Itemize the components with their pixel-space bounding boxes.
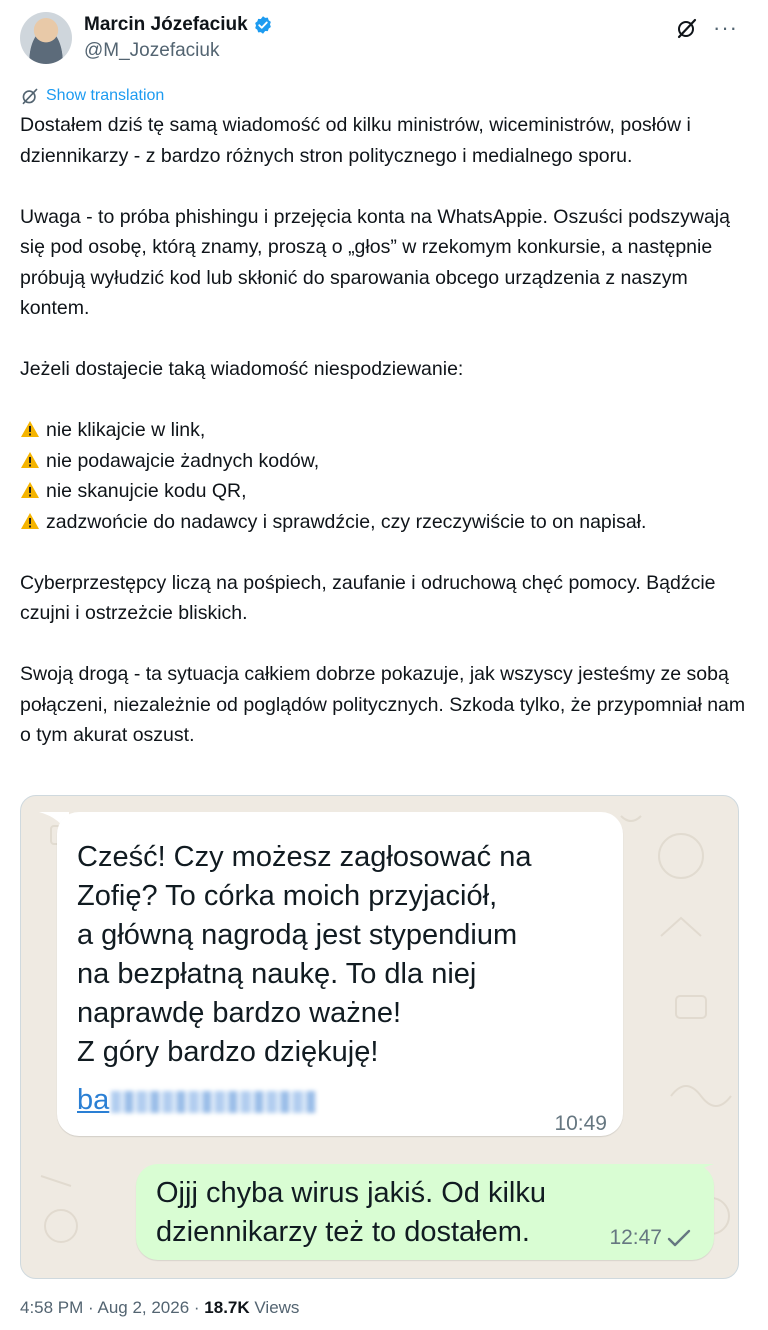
tweet-bullet: zadzwońcie do nadawcy i sprawdźcie, czy rzeczywiście to on napisał. (20, 507, 750, 538)
outgoing-message-text: Ojjj chyba wirus jakiś. Od kilku dziennikarzy też to dostałem. (156, 1177, 546, 1248)
outgoing-message-time: 12:47 (609, 1226, 662, 1249)
author-name-text: Marcin Józefaciuk (84, 14, 248, 35)
views-label: Views (249, 1298, 300, 1317)
avatar[interactable] (20, 12, 72, 64)
show-translation-link[interactable] (20, 87, 164, 105)
tweet-paragraph: Uwaga - to próba phishingu i przejęcia konta na WhatsAppie. Oszuści podszywają się pod osobę, którą znamy, proszą o „głos” w rzekomym konkursie, a następnie próbują wyłudzić kod lub skłonić do sparowania obcego urządzenia z naszym kontem. (20, 205, 730, 319)
warning-icon (20, 420, 40, 438)
warning-icon (20, 451, 40, 469)
tweet-paragraph: Swoją drogą - ta sytuacja całkiem dobrze pokazuje, jak wszyscy jesteśmy ze sobą połączeni, niezależnie od poglądów politycznych. Szkoda tylko, że przypomniał nam o tym akurat oszust. (20, 663, 746, 746)
translate-icon (20, 87, 40, 105)
warning-icon (20, 481, 40, 499)
blurred-link-text (111, 1091, 316, 1113)
incoming-message-time: 10:49 (554, 1112, 607, 1135)
tweet-datetime[interactable]: 4:58 PM · Aug 2, 2026 · (20, 1298, 205, 1317)
tweet-text (20, 110, 750, 751)
incoming-message-text: Cześć! Czy możesz zagłosować na Zofię? To córka moich przyjaciół, a główną nagrodą jest stypendium na bezpłatną naukę. To dla niej naprawdę bardzo ważne! Z góry bardzo dziękuję! (77, 841, 532, 1068)
incoming-message-bubble (57, 812, 623, 1136)
author-handle[interactable]: @M_Jozefaciuk (84, 40, 220, 61)
message-link[interactable] (77, 1084, 316, 1117)
tweet-bullet: nie skanujcie kodu QR, (20, 476, 750, 507)
tweet-paragraph: Cyberprzestępcy liczą na pośpiech, zaufanie i odruchową chęć pomocy. Bądźcie czujni i ostrzeżcie bliskich. (20, 571, 716, 624)
verified-badge-icon (253, 15, 273, 35)
message-link-prefix: ba (77, 1084, 110, 1116)
tweet-bullet: nie podawajcie żadnych kodów, (20, 446, 750, 477)
more-options-icon[interactable]: ··· (713, 15, 738, 40)
tweet-bullet: nie klikajcie w link, (20, 415, 750, 446)
tweet-paragraph: Jeżeli dostajecie taką wiadomość niespodziewanie: (20, 358, 464, 380)
tweet-meta (20, 1298, 299, 1318)
show-translation-label: Show translation (46, 87, 165, 104)
check-icon (666, 1226, 692, 1250)
grok-icon[interactable] (675, 16, 699, 40)
tweet-paragraph: Dostałem dziś tę samą wiadomość od kilku ministrów, wiceministrów, posłów i dziennikarzy - z bardzo różnych stron politycznego i medialnego sporu. (20, 114, 691, 167)
views-count: 18.7K (204, 1298, 250, 1317)
warning-icon (20, 512, 40, 530)
outgoing-message-bubble (136, 1164, 714, 1260)
author-name[interactable] (84, 14, 273, 36)
tweet-media-image[interactable] (20, 795, 739, 1279)
